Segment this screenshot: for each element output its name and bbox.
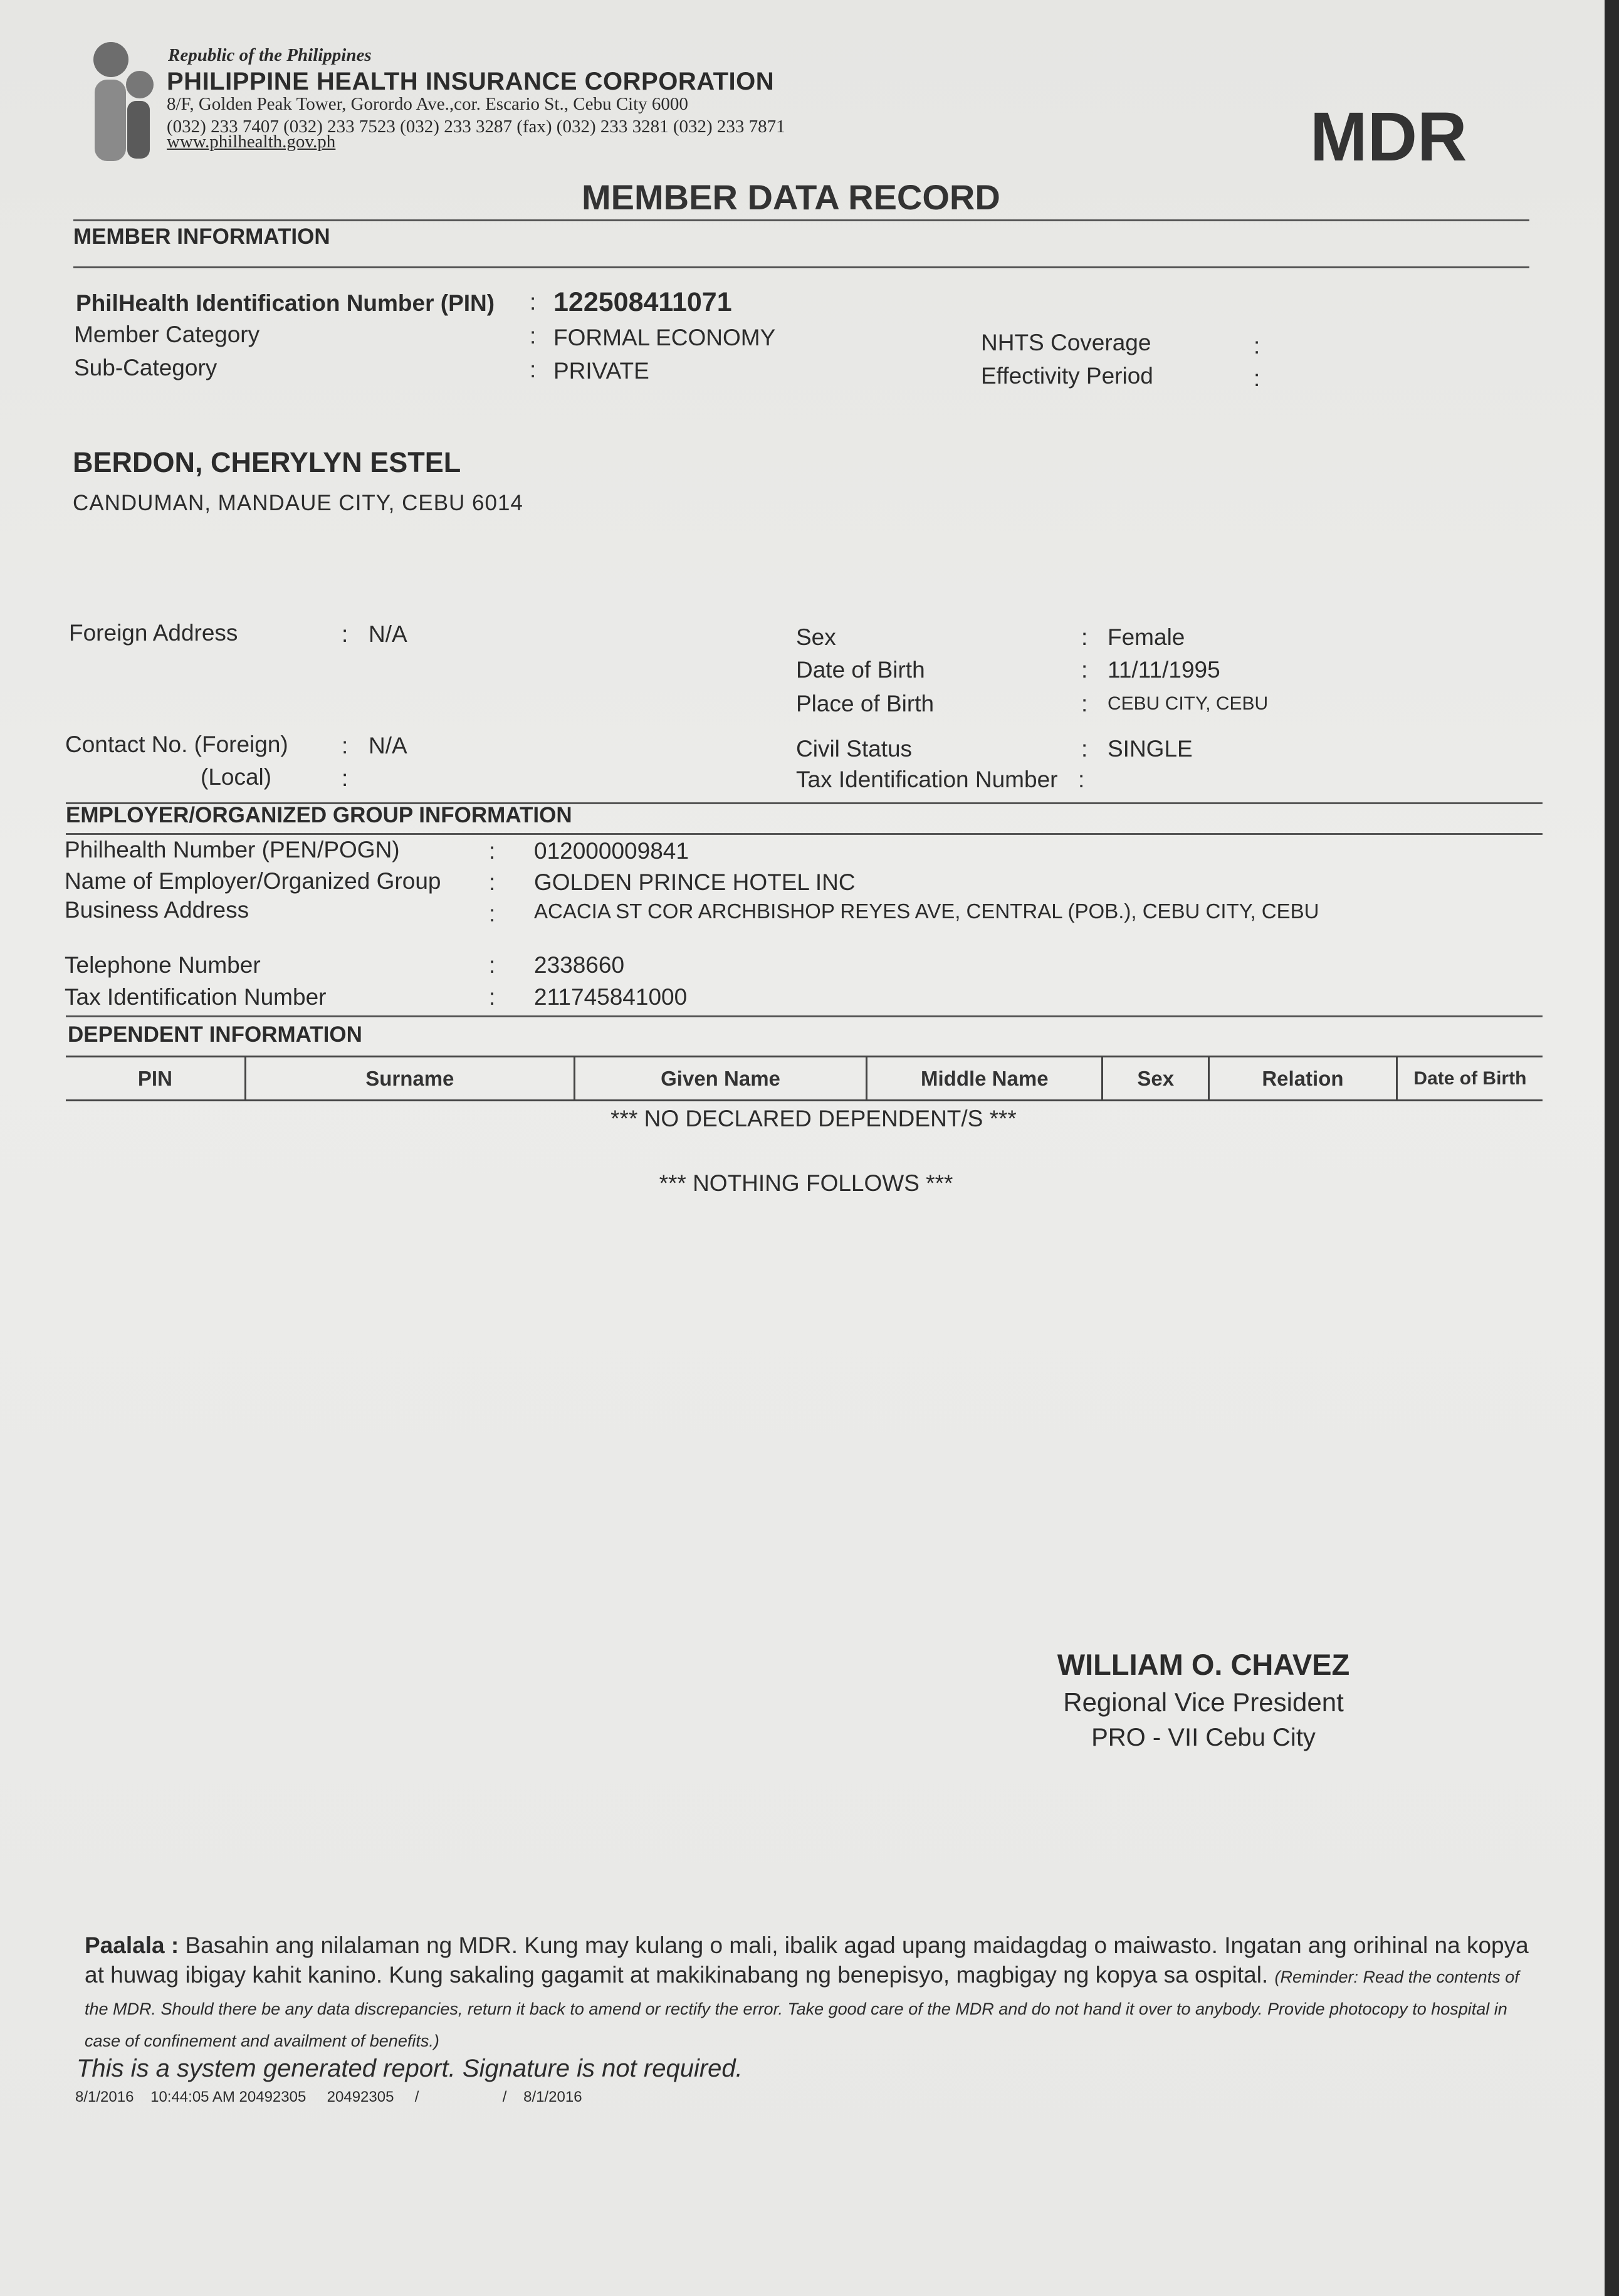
dependent-table-header (66, 1056, 1543, 1101)
civil-status-label: Civil Status (796, 736, 913, 762)
print-stamp: 8/1/2016 10:44:05 AM 20492305 20492305 / / 8/1/2016 (75, 2089, 582, 2105)
member-category-label: Member Category (74, 322, 260, 347)
pob-value: CEBU CITY, CEBU (1108, 693, 1269, 714)
divider (73, 219, 1529, 221)
republic-text: Republic of the Philippines (168, 45, 372, 65)
philhealth-logo-icon (85, 41, 160, 166)
divider (66, 1015, 1543, 1017)
member-info-heading: MEMBER INFORMATION (73, 224, 330, 249)
reminder-note (85, 1931, 1545, 2056)
sex-value: Female (1108, 624, 1185, 650)
org-phones: (032) 233 7407 (032) 233 7523 (032) 233 3287 (fax) (032) 233 3281 (032) 233 7871 (167, 117, 785, 137)
business-address-label: Business Address (65, 897, 249, 923)
dependent-heading: DEPENDENT INFORMATION (68, 1022, 362, 1047)
contact-local-label: (Local) (201, 764, 272, 790)
signatory-office: PRO - VII Cebu City (1091, 1724, 1316, 1751)
dob-value: 11/11/1995 (1108, 657, 1220, 683)
document-page: Republic of the Philippines PHILIPPINE HEALTH INSURANCE CORPORATION 8/F, Golden Peak Tower, Gorordo Ave.,cor. Escario St., Cebu City 6000 (032) 233 7407 (032) 233 7523 (032) 233 3287 (fax) (032) 233 3281 (032) 233 7871 www.philhealth.gov.ph MDR MEMBER DATA RECORD MEMBER INFORMATION PhilHealth Identification Number (PIN) : 122508411071 Member Category : FORMAL ECONOMY Sub-Category : PRIVATE NHTS Coverage : Effectivity Period : BERDON, CHERYLYN ESTEL CANDUMAN, MANDAUE CITY, CEBU 6014 Foreign Address : N/A Contact No. (Foreign) : N/A (Local) : Sex : Female Date of Birth : 11/11/1995 Place of Birth : CEBU CITY, CEBU Civil Status : SINGLE Tax Identification Number : EMPLOYER/ORGANIZED GROUP INFORMATION Philhealth Number (PEN/POGN) : 012000009841 Name of Employer/Organized Group : GOLDEN PRINCE HOTEL INC Business Address : ACACIA ST COR ARCHBISHOP REYES AVE, CENTRAL (POB.), CEBU CITY, CEBU Telephone Number : 2338660 Tax Identification Number : 211745841000 DEPENDENT INFORMATION PIN Surname Given Name Middle Name Sex Relation Date of Birth *** NO DECLARED DEPENDENT/S *** *** NOTHING FOLLOWS *** WILLIAM O. CHAVEZ Regional Vice President PRO - VII Cebu City Paalala : Basahin ang nilalaman ng MDR. Kung may kulang o mali, ibalik agad upang maidagdag o maiwasto. Ingatan ang orihinal na kopya at huwag ibigay kahit kanino. Kung sakaling gagamit at makikinabang ng benepisyo, magbigay ng kopya sa ospital. (Reminder: Read the contents of the MDR. Should there be any data discrepancies, return it back to amend or rectify the error. Take good care of the MDR and do not hand it over to anybody. Provide photocopy to hospital in case of confinement and availment of benefits.) This is a system generated report. Signature is not required. 8/1/2016 10:44:05 AM 20492305 20492305 / / 8/1/2016 (0, 0, 1605, 2296)
page-title: MEMBER DATA RECORD (582, 177, 1000, 217)
employer-tin-value: 211745841000 (534, 984, 688, 1010)
org-website-link[interactable]: www.philhealth.gov.ph (167, 132, 336, 152)
member-name: BERDON, CHERYLYN ESTEL (73, 446, 461, 478)
civil-status-value: SINGLE (1108, 736, 1193, 762)
nothing-follows-text: *** NOTHING FOLLOWS *** (659, 1170, 953, 1196)
col-sex: Sex (1103, 1057, 1210, 1099)
paalala-label: Paalala : (85, 1932, 179, 1958)
member-tin-label: Tax Identification Number (796, 767, 1058, 792)
signatory-name: WILLIAM O. CHAVEZ (1057, 1648, 1350, 1681)
contact-foreign-label: Contact No. (Foreign) (65, 731, 288, 757)
telephone-value: 2338660 (534, 952, 625, 978)
employer-tin-label: Tax Identification Number (65, 984, 327, 1010)
col-middle-name: Middle Name (867, 1057, 1103, 1099)
col-pin: PIN (66, 1057, 246, 1099)
sub-category-value: PRIVATE (553, 358, 649, 384)
pob-label: Place of Birth (796, 691, 935, 716)
employer-name-value: GOLDEN PRINCE HOTEL INC (534, 869, 856, 895)
telephone-label: Telephone Number (65, 952, 261, 978)
pen-label: Philhealth Number (PEN/POGN) (65, 837, 400, 862)
business-address-value: ACACIA ST COR ARCHBISHOP REYES AVE, CENTRAL (POB.), CEBU CITY, CEBU (534, 899, 1319, 923)
foreign-address-value: N/A (369, 621, 407, 647)
employer-heading: EMPLOYER/ORGANIZED GROUP INFORMATION (66, 803, 572, 827)
pen-value: 012000009841 (534, 838, 689, 864)
sex-label: Sex (796, 624, 836, 650)
mdr-code: MDR (1310, 98, 1467, 176)
contact-foreign-value: N/A (369, 733, 407, 758)
employer-name-label: Name of Employer/Organized Group (65, 868, 441, 894)
no-dependents-text: *** NO DECLARED DEPENDENT/S *** (610, 1106, 1017, 1131)
nhts-coverage-label: NHTS Coverage (981, 330, 1151, 355)
foreign-address-label: Foreign Address (69, 620, 238, 646)
signatory-position: Regional Vice President (1063, 1687, 1344, 1717)
col-date-of-birth: Date of Birth (1413, 1067, 1527, 1089)
sub-category-label: Sub-Category (74, 355, 217, 380)
org-address: 8/F, Golden Peak Tower, Gorordo Ave.,cor. Escario St., Cebu City 6000 (167, 94, 688, 114)
dob-label: Date of Birth (796, 657, 925, 683)
org-name: PHILIPPINE HEALTH INSURANCE CORPORATION (167, 68, 775, 95)
reminder-english-text: (Reminder: Read the contents of the MDR. Should there be any data discrepancies, return it back to amend or rectify the error. Take good care of the MDR and do not hand it over to anybody. Provide photocopy to hospital in case of confinement and availment of benefits.) (85, 1968, 1519, 2050)
member-category-value: FORMAL ECONOMY (553, 325, 776, 350)
divider (73, 266, 1529, 268)
col-surname: Surname (246, 1057, 575, 1099)
pin-label: PhilHealth Identification Number (PIN) (76, 290, 495, 316)
system-generated-note: This is a system generated report. Signature is not required. (76, 2055, 743, 2082)
paalala-text: Basahin ang nilalaman ng MDR. Kung may kulang o mali, ibalik agad upang maidagdag o maiwasto. Ingatan ang orihinal na kopya at huwag ibigay kahit kanino. Kung sakaling gagamit at makikinabang ng benepisyo, magbigay ng kopya sa ospital. (85, 1932, 1529, 1988)
divider (66, 833, 1543, 835)
col-given-name: Given Name (575, 1057, 867, 1099)
pin-value: 122508411071 (553, 287, 732, 317)
col-relation: Relation (1210, 1057, 1398, 1099)
effectivity-period-label: Effectivity Period (981, 363, 1153, 389)
member-address: CANDUMAN, MANDAUE CITY, CEBU 6014 (73, 491, 523, 515)
